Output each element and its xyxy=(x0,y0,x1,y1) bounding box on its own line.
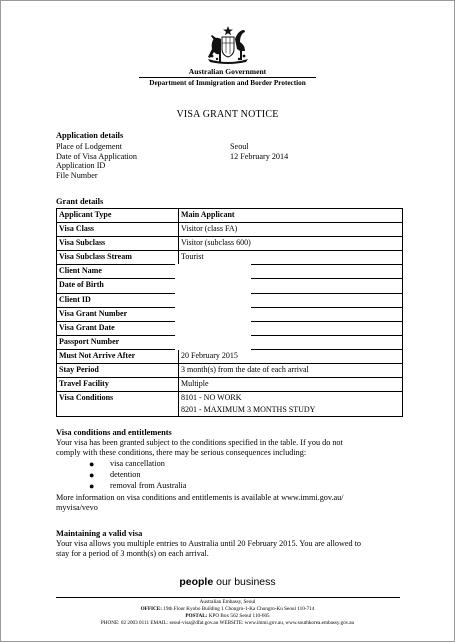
redaction-box xyxy=(175,264,251,350)
list-item xyxy=(89,470,186,481)
document-title: VISA GRANT NOTICE xyxy=(176,109,279,120)
footer-embassy: Australian Embassy, Seoul xyxy=(199,599,256,605)
detail-label: Application ID xyxy=(56,161,106,171)
application-detail-row xyxy=(56,142,406,152)
brand-bold: people xyxy=(179,576,214,588)
table-cell-label: Visa Class xyxy=(57,223,179,237)
table-cell-label: Passport Number xyxy=(57,335,179,349)
table-cell-label: Client Name xyxy=(57,265,179,279)
paragraph-line: Your visa has been granted subject to the conditions specified in the table. If you do not xyxy=(56,438,343,447)
table-row xyxy=(57,209,403,223)
vevo-paragraph xyxy=(56,493,406,514)
list-item-text: detention xyxy=(110,469,141,479)
application-detail-row xyxy=(56,171,406,181)
footer-divider xyxy=(56,597,400,598)
postal-address: KPO Box 562 Seoul 110-605 xyxy=(208,613,270,619)
visa-condition-line: 8101 - NO WORK xyxy=(181,393,242,403)
footer-contact: PHONE: 02 2003 0111 EMAIL: seoul-visa@dfat.gov.au WEBSITE: www.immi.gov.au, www.southkorea.embassy.gov.au xyxy=(100,620,355,626)
detail-value: Seoul xyxy=(230,142,249,151)
table-row xyxy=(57,392,403,417)
application-detail-row xyxy=(56,161,406,171)
paragraph-line: Your visa allows you multiple entries to Australia until 20 February 2015. You are allowed to xyxy=(56,539,362,548)
application-details-list xyxy=(56,142,406,180)
detail-label: File Number xyxy=(56,170,98,180)
government-name: Australian Government xyxy=(188,67,267,76)
postal-label: POSTAL: xyxy=(185,613,208,619)
table-cell-value: Tourist xyxy=(179,251,403,265)
conditions-heading: Visa conditions and entitlements xyxy=(56,428,172,437)
detail-label: Date of Visa Application xyxy=(56,151,137,161)
table-cell-label: Visa Grant Number xyxy=(57,307,179,321)
maintaining-visa-heading: Maintaining a valid visa xyxy=(56,529,143,538)
table-cell-label: Visa Subclass Stream xyxy=(57,251,179,265)
grant-details-heading: Grant details xyxy=(56,197,104,206)
coat-of-arms-icon xyxy=(200,25,256,65)
table-cell-label: Visa Conditions xyxy=(57,392,179,417)
consequence-list xyxy=(89,459,186,491)
paragraph-line: myvisa/vevo xyxy=(56,503,98,513)
footer-brand xyxy=(1,576,454,588)
detail-label: Place of Lodgement xyxy=(56,142,122,151)
maintaining-visa-paragraph xyxy=(56,539,406,560)
table-cell-value: 3 month(s) from the date of each arrival xyxy=(179,364,403,378)
header-divider xyxy=(139,77,316,78)
brand-rest: our business xyxy=(213,576,276,588)
list-item xyxy=(89,481,186,492)
table-cell-value: Main Applicant xyxy=(179,209,403,223)
bullet-icon: ● xyxy=(89,459,95,469)
paragraph-line: More information on visa conditions and entitlements is available at www.immi.gov.au/ xyxy=(56,493,344,502)
detail-value: 12 February 2014 xyxy=(230,151,289,161)
table-cell-value: 20 February 2015 xyxy=(179,349,403,363)
table-cell-value: Visitor (class FA) xyxy=(179,223,403,237)
bullet-icon: ● xyxy=(89,469,95,480)
footer-postal xyxy=(1,613,454,619)
table-cell-label: Stay Period xyxy=(57,364,179,378)
table-cell-label: Client ID xyxy=(57,293,179,307)
visa-condition-line: 8201 - MAXIMUM 3 MONTHS STUDY xyxy=(181,405,316,415)
footer-office xyxy=(1,606,454,612)
table-row xyxy=(57,364,403,378)
list-item-text: visa cancellation xyxy=(110,459,165,468)
list-item xyxy=(89,459,186,470)
table-cell-label: Must Not Arrive After xyxy=(57,349,179,363)
application-details-heading: Application details xyxy=(56,131,124,140)
bullet-icon: ● xyxy=(89,480,95,491)
table-cell-label: Visa Subclass xyxy=(57,237,179,251)
table-row xyxy=(57,251,403,265)
office-label: OFFICE: xyxy=(140,606,162,612)
table-row xyxy=(57,378,403,392)
department-name: Department of Immigration and Border Protection xyxy=(149,79,306,87)
table-cell-label: Date of Birth xyxy=(57,279,179,293)
table-row xyxy=(57,349,403,363)
list-item-text: removal from Australia xyxy=(110,480,187,490)
table-row xyxy=(57,223,403,237)
table-row xyxy=(57,237,403,251)
table-cell-label: Applicant Type xyxy=(57,209,179,223)
paragraph-line: comply with these conditions, there may be serious consequences including: xyxy=(56,448,307,458)
conditions-paragraph xyxy=(56,438,406,459)
paragraph-line: stay for a period of 3 month(s) on each arrival. xyxy=(56,549,209,559)
table-cell-label: Visa Grant Date xyxy=(57,321,179,335)
table-cell-value xyxy=(179,392,403,417)
table-cell-value: Visitor (subclass 600) xyxy=(179,237,403,251)
office-address: 19th Floor Kyobo Building 1 Chongro-1-Ka Chongro-Ku Seoul 110-714 xyxy=(163,606,315,612)
table-cell-label: Travel Facility xyxy=(57,378,179,392)
application-detail-row xyxy=(56,152,406,162)
table-cell-value: Multiple xyxy=(179,378,403,392)
